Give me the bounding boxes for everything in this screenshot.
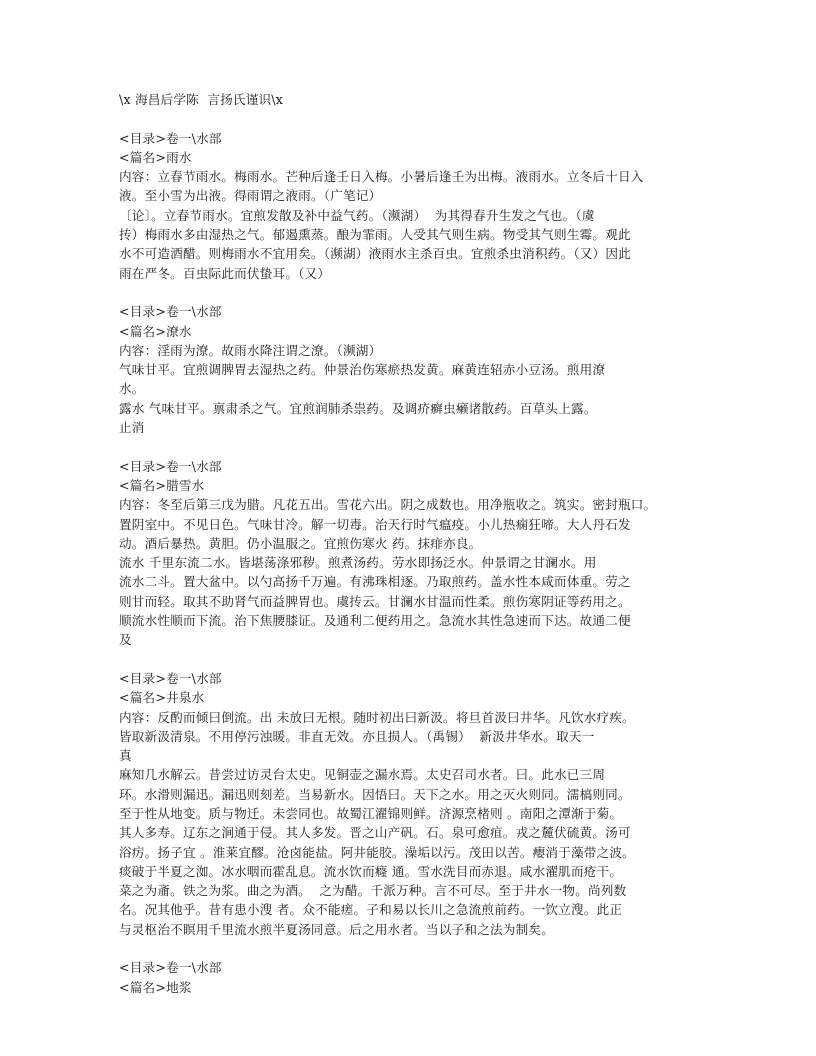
content-line: 名。况其他乎。昔有患小溲 者。众不能瘥。子和易以长川之急流煎前药。一饮立溲。此正 [119,902,623,918]
content-line: 则甘而轻。取其不助肾气而益脾胃也。虞抟云。甘澜水甘温而性柔。煎伤寒阴证等药用之。 [119,593,631,609]
content-line: 痰破于半夏之洳。冰水咽而霍乱息。流水饮而癃 通。雪水洗目而赤退。咸水濯肌而疮干。 [119,863,623,879]
entry-title: <篇名>雨水 [119,149,192,165]
content-line: 顺流水性顺而下流。治下焦腰膝证。及通利二便药用之。急流水其性急速而下达。故通二便 [119,613,631,629]
content-line: 置阴室中。不见日色。气味甘冷。解一切毒。治天行时气瘟疫。小儿热痫狂啼。大人丹石发 [119,516,631,532]
content-line: 麻知几水解云。昔尝过访灵台太史。见铜壶之漏水焉。太史召司水者。曰。此水已三周 [119,767,606,783]
content-line: 与灵枢治不瞑用千里流水煎半夏汤同意。后之用水者。当以子和之法为制矣。 [119,921,554,937]
content-line: 流水二斗。置大盆中。以勺高扬千万遍。有沸珠相逐。乃取煎药。盖水性本咸而体重。劳之 [119,574,631,590]
content-line: 雨在严冬。百虫际此而伏蛰耳。（又） [119,265,331,281]
entry-rain-water [119,129,709,283]
spacer [119,283,709,302]
entry-title: <篇名>地浆 [119,979,192,995]
content-line: 其人多寿。辽东之涧通于侵。其人多发。晋之山产矾。石。泉可愈疽。戎之麓伏硫黄。汤可 [119,825,631,841]
catalog-line: <目录>卷一\水部 [119,670,222,686]
entry-title: <篇名>井泉水 [119,690,205,706]
entry-earth-slurry [119,958,709,997]
content-line: 菜之为齑。铁之为浆。曲之为酒。 之为醋。千派万种。言不可尽。至于井水一物。尚列数 [119,883,627,899]
content-line: 〔论〕。立春节雨水。宜煎发散及补中益气药。（濒湖） 为其得春升生发之气也。（虞 [119,207,595,223]
content-line: 内容：立春节雨水。梅雨水。芒种后逢壬日入梅。小暑后逢壬为出梅。液雨水。立冬后十日入 [119,169,644,185]
content-line: 水不可造酒醋。则梅雨水不宜用矣。（濒湖）液雨水主杀百虫。宜煎杀虫消积药。（又）因此 [119,246,631,262]
spacer [119,650,709,669]
document-page [119,90,709,997]
content-line: 气味甘平。宜煎调脾胃去湿热之药。仲景治伤寒瘀热发黄。麻黄连轺赤小豆汤。煎用潦 [119,362,606,378]
content-line: 内容：反酌而倾曰倒流。出 未放曰无根。随时初出曰新汲。将旦首汲曰井华。凡饮水疗疾。 [119,709,635,725]
catalog-line: <目录>卷一\水部 [119,960,222,976]
content-line: 至于性从地变。质与物迁。未尝同也。故蜀江濯锦则鲜。济源烹楮则 。南阳之潭渐于菊。 [119,805,623,821]
entry-title: <篇名>腊雪水 [119,477,205,493]
content-line: 抟）梅雨水多由湿热之气。郁遏熏蒸。酿为霏雨。人受其气则生病。物受其气则生霉。观此 [119,227,631,243]
content-line: 液。至小雪为出液。得雨谓之液雨。（广笔记） [119,188,382,204]
content-line: 流水 千里东流二水。皆堪荡涤邪秽。煎煮汤药。劳水即扬泛水。仲景谓之甘澜水。用 [119,555,597,571]
content-line: 环。水滑则漏迅。漏迅则刻差。当易新水。因悟曰。天下之水。用之灭火则同。濡槁则同。 [119,786,631,802]
spacer [119,109,709,128]
document-header: \x 海昌后学陈 言扬氏谨识\x [119,92,284,107]
catalog-line: <目录>卷一\水部 [119,304,222,320]
entry-flood-water [119,302,709,437]
catalog-line: <目录>卷一\水部 [119,130,222,146]
content-line: 内容：淫雨为潦。故雨水降注谓之潦。（濒湖） [119,342,382,358]
content-line: 水。 [119,381,145,397]
spacer [119,939,709,958]
content-line: 浴疠。扬子宜 。淮莱宜醪。沧卤能盐。阿井能胶。澡垢以污。茂田以苦。瘿消于藻带之波。 [119,844,635,860]
content-line: 动。酒后暴热。黄胆。仍小温服之。宜煎伤寒火 药。抹痱亦良。 [119,535,482,551]
content-line: 止消 [119,420,145,436]
content-line: 及 [119,632,132,648]
entry-well-spring-water [119,669,709,939]
content-line: 露水 气味甘平。禀肃杀之气。宜煎润肺杀祟药。及调疥癣虫癞诸散药。百草头上露。 [119,400,597,416]
content-line: 内容：冬至后第三戊为腊。凡花五出。雪花六出。阴之成数也。用净瓶收之。筑实。密封瓶口。 [119,497,657,513]
catalog-line: <目录>卷一\水部 [119,458,222,474]
entry-winter-snow-water [119,457,709,650]
spacer [119,437,709,456]
content-line: 真 [119,748,132,764]
content-line: 皆取新汲清泉。不用停污浊暖。非直无效。亦且损人。（禹锡） 新汲井华水。取天一 [119,728,595,744]
entry-title: <篇名>潦水 [119,323,192,339]
